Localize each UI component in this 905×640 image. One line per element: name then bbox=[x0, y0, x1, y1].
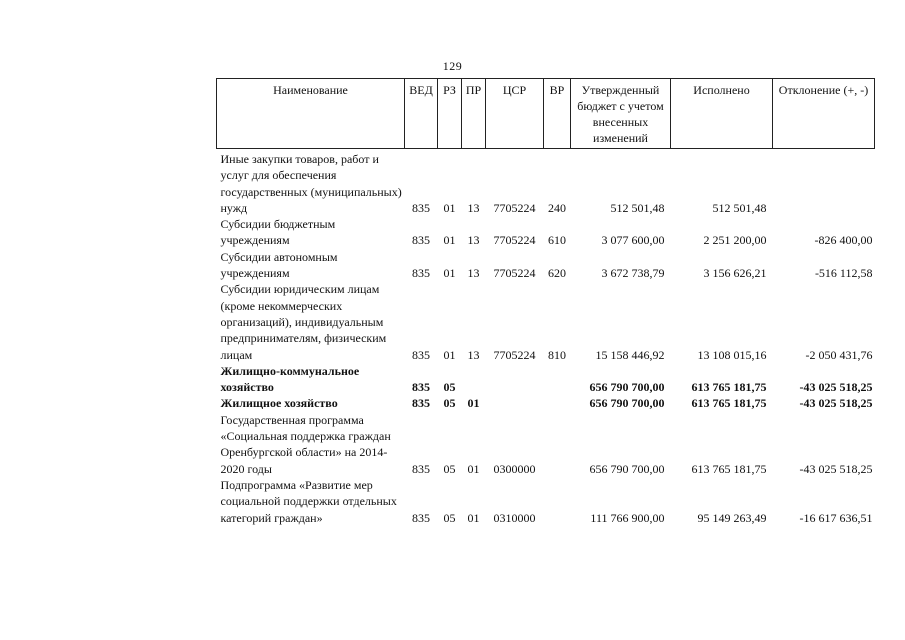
row-approved: 656 790 700,00 bbox=[589, 380, 665, 395]
row-deviation: -2 050 431,76 bbox=[805, 347, 873, 362]
row-approved: 512 501,48 bbox=[610, 200, 665, 215]
row-vr bbox=[544, 477, 571, 526]
row-pr: 13 bbox=[467, 347, 480, 362]
row-executed: 2 251 200,00 bbox=[703, 233, 767, 248]
row-pr: 01 bbox=[467, 396, 480, 411]
row-ved: 835 bbox=[412, 266, 430, 281]
row-csr: 0310000 bbox=[493, 510, 536, 525]
row-deviation: -43 025 518,25 bbox=[799, 396, 873, 411]
row-rz: 05 bbox=[443, 461, 456, 476]
header-csr: ЦСР bbox=[486, 79, 544, 149]
row-name: Субсидии юридическим лицам (кроме некоммерческих организаций), индивидуальным предпринимателям, физическим лицам bbox=[220, 282, 387, 362]
header-executed: Исполнено bbox=[671, 79, 773, 149]
row-executed: 13 108 015,16 bbox=[697, 347, 767, 362]
row-name: Государственная программа «Социальная поддержка граждан Оренбургской области» на 2014-2020 годы bbox=[220, 412, 391, 476]
row-pr bbox=[462, 363, 486, 396]
row-rz: 01 bbox=[443, 266, 456, 281]
table-row bbox=[217, 216, 875, 249]
table-row bbox=[217, 395, 875, 411]
row-deviation: -516 112,58 bbox=[814, 266, 873, 281]
row-approved: 656 790 700,00 bbox=[589, 396, 665, 411]
row-deviation: -43 025 518,25 bbox=[799, 380, 873, 395]
table-row bbox=[217, 363, 875, 396]
row-executed: 95 149 263,49 bbox=[697, 510, 767, 525]
row-approved: 3 077 600,00 bbox=[601, 233, 665, 248]
row-csr: 7705224 bbox=[493, 200, 536, 215]
row-approved: 111 766 900,00 bbox=[590, 510, 665, 525]
row-ved: 835 bbox=[412, 380, 430, 395]
row-executed: 613 765 181,75 bbox=[691, 380, 767, 395]
row-pr: 01 bbox=[467, 461, 480, 476]
row-approved: 656 790 700,00 bbox=[589, 461, 665, 476]
table-row bbox=[217, 149, 875, 217]
row-rz: 05 bbox=[443, 396, 456, 411]
row-ved: 835 bbox=[412, 510, 430, 525]
row-executed: 512 501,48 bbox=[712, 200, 767, 215]
row-vr: 620 bbox=[548, 266, 566, 281]
row-vr: 610 bbox=[548, 233, 566, 248]
row-csr: 7705224 bbox=[493, 347, 536, 362]
row-name: Жилищное хозяйство bbox=[220, 396, 338, 411]
header-deviation: Отклонение (+, -) bbox=[773, 79, 875, 149]
row-csr bbox=[486, 363, 544, 396]
row-rz: 01 bbox=[443, 233, 456, 248]
row-ved: 835 bbox=[412, 200, 430, 215]
row-rz: 05 bbox=[443, 380, 456, 395]
row-vr: 240 bbox=[548, 200, 566, 215]
page-number: 129 bbox=[442, 59, 463, 73]
row-pr: 13 bbox=[467, 233, 480, 248]
row-approved: 3 672 738,79 bbox=[601, 266, 665, 281]
row-pr: 13 bbox=[467, 266, 480, 281]
row-csr bbox=[486, 395, 544, 411]
row-rz: 01 bbox=[443, 200, 456, 215]
table-row bbox=[217, 412, 875, 477]
table-body bbox=[217, 149, 875, 526]
row-vr bbox=[544, 412, 571, 477]
row-pr: 13 bbox=[467, 200, 480, 215]
row-name: Иные закупки товаров, работ и услуг для обеспечения государственных (муниципальных) нужд bbox=[220, 152, 402, 215]
header-approved: Утвержденный бюджет с учетом внесенных изменений bbox=[571, 79, 671, 149]
header-pr: ПР bbox=[462, 79, 486, 149]
row-name: Субсидии автономным учреждениям bbox=[220, 249, 338, 281]
row-rz: 01 bbox=[443, 347, 456, 362]
row-csr: 7705224 bbox=[493, 233, 536, 248]
row-deviation: -826 400,00 bbox=[814, 233, 873, 248]
row-ved: 835 bbox=[412, 396, 430, 411]
row-vr bbox=[544, 363, 571, 396]
header-rz: РЗ bbox=[438, 79, 462, 149]
row-name: Подпрограмма «Развитие мер социальной поддержки отдельных категорий граждан» bbox=[220, 477, 397, 525]
row-pr: 01 bbox=[467, 510, 480, 525]
row-vr bbox=[544, 395, 571, 411]
table-row bbox=[217, 249, 875, 282]
header-name: Наименование bbox=[217, 79, 405, 149]
table-row bbox=[217, 281, 875, 362]
row-rz: 05 bbox=[443, 510, 456, 525]
row-ved: 835 bbox=[412, 347, 430, 362]
row-executed: 613 765 181,75 bbox=[691, 461, 767, 476]
row-csr: 7705224 bbox=[493, 266, 536, 281]
row-approved: 15 158 446,92 bbox=[595, 347, 665, 362]
row-vr: 810 bbox=[548, 347, 566, 362]
budget-table bbox=[216, 78, 875, 526]
row-executed: 613 765 181,75 bbox=[691, 396, 767, 411]
row-csr: 0300000 bbox=[493, 461, 536, 476]
table-header bbox=[217, 79, 875, 149]
row-name: Жилищно-коммунальное хозяйство bbox=[220, 363, 360, 395]
row-ved: 835 bbox=[412, 233, 430, 248]
header-vr: ВР bbox=[544, 79, 571, 149]
row-executed: 3 156 626,21 bbox=[703, 266, 767, 281]
row-deviation: -16 617 636,51 bbox=[799, 510, 873, 525]
row-name: Субсидии бюджетным учреждениям bbox=[220, 217, 336, 248]
header-ved: ВЕД bbox=[405, 79, 438, 149]
row-deviation bbox=[773, 149, 875, 217]
table-row bbox=[217, 477, 875, 526]
row-ved: 835 bbox=[412, 461, 430, 476]
row-deviation: -43 025 518,25 bbox=[799, 461, 873, 476]
